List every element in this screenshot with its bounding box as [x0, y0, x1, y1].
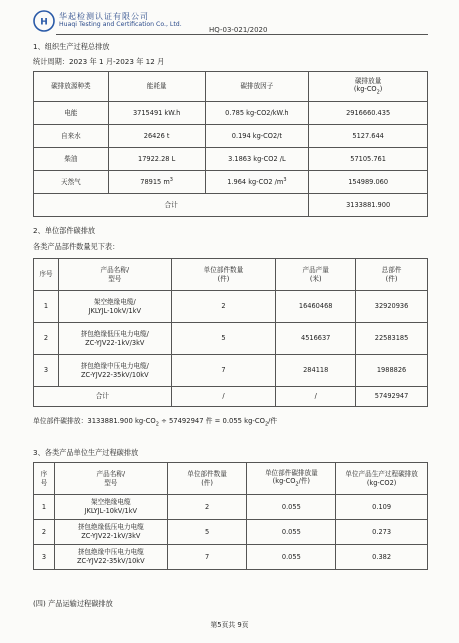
table-row: [34, 291, 428, 323]
table-row: [34, 355, 428, 387]
section1-heading: 1、组织生产过程总排放: [33, 42, 110, 51]
column-header: 产品产量 (米): [276, 259, 356, 291]
cell-factor: 1.964 kg-CO2 $/m^3$: [205, 171, 309, 194]
cell-emission: 154989.060: [309, 171, 428, 194]
total-value: 3133881.900: [309, 194, 428, 217]
document-header: [33, 10, 428, 34]
cell-per-part: 0.055: [247, 495, 336, 520]
company-name-en: Huaqi Testing and Certification Co., Ltd.: [59, 21, 182, 28]
column-header: 碳排放源种类: [34, 72, 109, 102]
table-row: [34, 171, 428, 194]
table-row: [34, 125, 428, 148]
table-row: [34, 323, 428, 355]
cell-total: 22583185: [356, 323, 428, 355]
cell-emission: 2916660.435: [309, 102, 428, 125]
cell-emission: 57105.761: [309, 148, 428, 171]
total-output: /: [276, 387, 356, 407]
cell-per-part: 0.055: [247, 545, 336, 570]
total-unit: /: [171, 387, 276, 407]
table-row: [34, 102, 428, 125]
cell-source: 电能: [34, 102, 109, 125]
cell-source: 天然气: [34, 171, 109, 194]
cell-no: 3: [34, 355, 59, 387]
table-row: [34, 495, 428, 520]
cell-no: 2: [34, 520, 55, 545]
column-header: 单位部件数量 (件): [167, 463, 247, 495]
cell-unit: 7: [171, 355, 276, 387]
page-number: 第5页共 9页: [210, 621, 249, 629]
column-header: 产品名称/ 型号: [58, 259, 171, 291]
column-header: [309, 72, 428, 102]
table-row: [34, 545, 428, 570]
company-logo-icon: [33, 10, 55, 32]
cell-consumption: 17922.28 L: [108, 148, 205, 171]
total-label: 合计: [34, 387, 172, 407]
cell-product: 架空绝缘电缆 JKLYJL-10kV/1kV: [54, 495, 167, 520]
table-header-row: [34, 72, 428, 102]
document-number: HQ-03-021/2020: [209, 26, 268, 34]
cell-unit: 5: [171, 323, 276, 355]
cell-per-part: 0.055: [247, 520, 336, 545]
column-header: 单位部件碳排放量 ($kg-CO_2/$件): [247, 463, 336, 495]
cell-output: 284118: [276, 355, 356, 387]
column-header: 总部件 (件): [356, 259, 428, 291]
cell-total: 1988826: [356, 355, 428, 387]
product-parts-table: [33, 258, 428, 407]
cell-no: 3: [34, 545, 55, 570]
cell-product: 挤包绝缘低压电力电缆 ZC-YJV22-1kV/3kV: [54, 520, 167, 545]
column-header: 单位产品生产过程碳排放 (kg-CO2): [336, 463, 428, 495]
section3-heading: 3、各类产品单位生产过程碳排放: [33, 448, 139, 457]
cell-per-product: 0.109: [336, 495, 428, 520]
cell-output: 16460468: [276, 291, 356, 323]
company-name-cn: 华起检测认证有限公司: [59, 12, 149, 21]
cell-factor: 3.1863 kg-CO2 /L: [205, 148, 309, 171]
cell-source: 自来水: [34, 125, 109, 148]
column-header: 碳排放因子: [205, 72, 309, 102]
cell-no: 1: [34, 291, 59, 323]
section2-heading: 2、单位部件碳排放: [33, 226, 96, 235]
table-row: [34, 148, 428, 171]
cell-consumption: 3715491 kW.h: [108, 102, 205, 125]
cell-source: 柴油: [34, 148, 109, 171]
column-header: 单位部件数量 (件): [171, 259, 276, 291]
cell-consumption: 26426 t: [108, 125, 205, 148]
header-rule: [56, 34, 428, 35]
cell-product: 挤包绝缘中压电力电缆/ ZC-YJV22-35kV/10kV: [58, 355, 171, 387]
cell-unit: 2: [171, 291, 276, 323]
cell-emission: 5127.644: [309, 125, 428, 148]
svg-text:H: H: [40, 17, 48, 28]
column-header: 能耗量: [108, 72, 205, 102]
section2-intro: 各类产品部件数量见下表：: [33, 242, 120, 251]
cell-product: 架空绝缘电缆/ JKLYJL-10kV/1kV: [58, 291, 171, 323]
cell-per-product: 0.273: [336, 520, 428, 545]
total-row: [34, 194, 428, 217]
cell-no: 2: [34, 323, 59, 355]
cell-product: 挤包绝缘低压电力电缆/ ZC-YJV22-1kV/3kV: [58, 323, 171, 355]
cell-unit: 7: [167, 545, 247, 570]
table-header-row: [34, 463, 428, 495]
cell-consumption: 78915 $m^3$: [108, 171, 205, 194]
table-row: [34, 520, 428, 545]
cell-factor: 0.194 kg-CO2/t: [205, 125, 309, 148]
cell-product: 挤包绝缘中压电力电缆 ZC-YJV22-35kV/10kV: [54, 545, 167, 570]
unit-emission-formula: 单位部件碳排放：3133881.900 $kg-CO_2 \div 57492947$ 件 = 0.055 $kg-CO_2/$件: [33, 417, 278, 428]
column-header: 序号: [34, 259, 59, 291]
cell-total: 32920936: [356, 291, 428, 323]
cell-factor: 0.785 kg-CO2/kW.h: [205, 102, 309, 125]
cell-unit: 2: [167, 495, 247, 520]
cell-output: 4516637: [276, 323, 356, 355]
product-emission-table: [33, 462, 428, 570]
cell-no: 1: [34, 495, 55, 520]
column-header: 产品名称/ 型号: [54, 463, 167, 495]
section1-period: 统计周期：2023 年 1 月-2023 年 12 月: [33, 57, 165, 66]
total-label: 合计: [34, 194, 309, 217]
total-value: 57492947: [356, 387, 428, 407]
cell-unit: 5: [167, 520, 247, 545]
cell-per-product: 0.382: [336, 545, 428, 570]
column-header: 序 号: [34, 463, 55, 495]
column-header-line2: $(kg-CO_2)$: [353, 85, 383, 96]
section4-heading: (四) 产品运输过程碳排放: [33, 599, 113, 608]
table-header-row: [34, 259, 428, 291]
column-header-line1: 碳排放量: [354, 76, 382, 85]
total-row: [34, 387, 428, 407]
emission-source-table: [33, 71, 428, 217]
